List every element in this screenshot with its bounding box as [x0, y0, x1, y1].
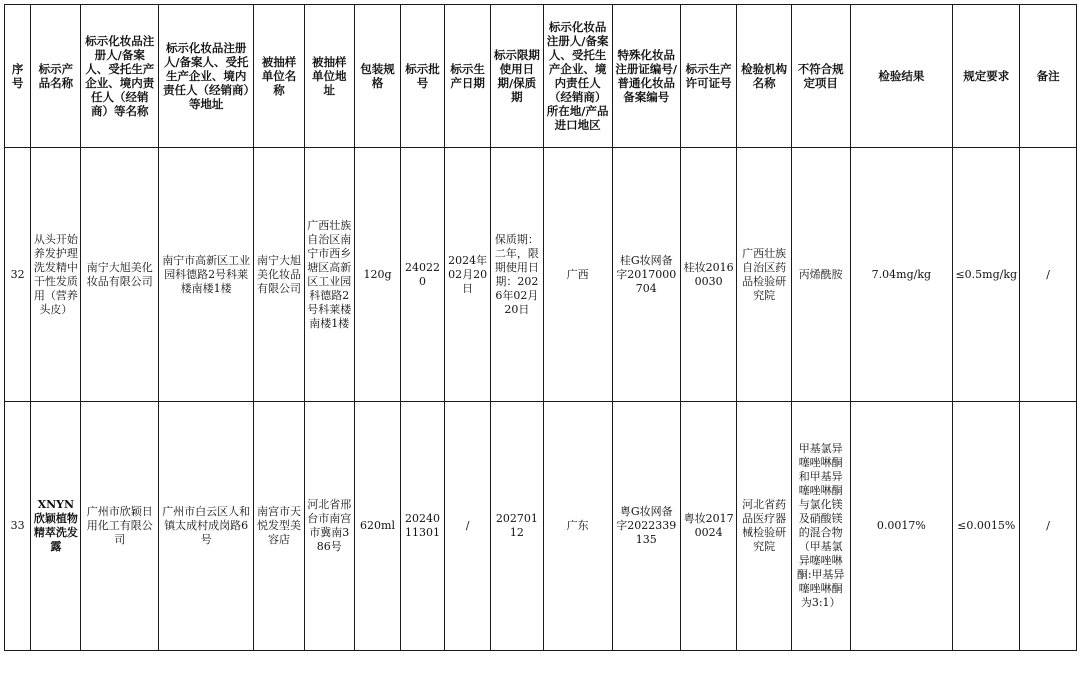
cell-license: 桂妆20160030 [680, 148, 737, 402]
cell-sampled-address: 广西壮族自治区南宁市西乡塘区高新区工业园科德路2号科莱楼南楼1楼 [304, 148, 354, 402]
header-company-address: 标示化妆品注册人/备案人、受托生产企业、境内责任人（经销商）等地址 [159, 5, 254, 148]
header-company-name: 标示化妆品注册人/备案人、受托生产企业、境内责任人（经销商）等名称 [81, 5, 159, 148]
header-prod-date: 标示生产日期 [445, 5, 491, 148]
cell-batch: 2024011301 [401, 402, 445, 651]
header-sampled-address: 被抽样单位地址 [304, 5, 354, 148]
cell-no: 32 [5, 148, 31, 402]
header-reg-no: 特殊化妆品注册证编号/普通化妆品备案编号 [612, 5, 680, 148]
inspection-table-sheet [4, 4, 1077, 651]
header-row [5, 5, 1077, 148]
header-license: 标示生产许可证号 [680, 5, 737, 148]
header-sampled-unit: 被抽样单位名称 [254, 5, 304, 148]
header-requirement: 规定要求 [953, 5, 1020, 148]
cell-lab: 广西壮族自治区药品检验研究院 [737, 148, 791, 402]
header-product-name: 标示产品名称 [31, 5, 81, 148]
cell-region: 广西 [543, 148, 612, 402]
cell-license: 粤妆20170024 [680, 402, 737, 651]
cell-prod-date: / [445, 402, 491, 651]
table-row [5, 148, 1077, 402]
header-batch: 标示批号 [401, 5, 445, 148]
cell-spec: 120g [354, 148, 400, 402]
cell-expiry: 20270112 [491, 402, 543, 651]
cell-prod-date: 2024年02月20日 [445, 148, 491, 402]
header-item: 不符合规定项目 [791, 5, 850, 148]
cell-spec: 620ml [354, 402, 400, 651]
header-spec: 包装规格 [354, 5, 400, 148]
cell-result: 0.0017% [850, 402, 953, 651]
cell-company: 南宁大旭美化妆品有限公司 [81, 148, 159, 402]
header-no: 序号 [5, 5, 31, 148]
cell-reg-no: 桂G妆网备字2017000704 [612, 148, 680, 402]
cell-no: 33 [5, 402, 31, 651]
cell-sampled-address: 河北省邢台市南宫市冀南386号 [304, 402, 354, 651]
cell-result: 7.04mg/kg [850, 148, 953, 402]
cell-company-address: 南宁市高新区工业园科德路2号科莱楼南楼1楼 [159, 148, 254, 402]
cell-sampled-unit: 南宫市天悦发型美容店 [254, 402, 304, 651]
cell-region: 广东 [543, 402, 612, 651]
header-expiry: 标示限期使用日期/保质期 [491, 5, 543, 148]
cell-remark: / [1020, 148, 1077, 402]
table-row [5, 402, 1077, 651]
header-result: 检验结果 [850, 5, 953, 148]
header-lab: 检验机构名称 [737, 5, 791, 148]
cell-item: 甲基氯异噻唑啉酮和甲基异噻唑啉酮与氯化镁及硝酸镁的混合物（甲基氯异噻唑啉酮:甲基异噻唑啉酮为3:1） [791, 402, 850, 651]
cell-company-address: 广州市白云区人和镇太成村成岗路6号 [159, 402, 254, 651]
cell-remark: / [1020, 402, 1077, 651]
cell-item: 丙烯酰胺 [791, 148, 850, 402]
cell-company: 广州市欣颖日用化工有限公司 [81, 402, 159, 651]
cell-product: XNYN欣颖植物精萃洗发露 [31, 402, 81, 651]
cell-reg-no: 粤G妆网备字2022339135 [612, 402, 680, 651]
cell-requirement: ≤0.0015% [953, 402, 1020, 651]
header-remark: 备注 [1020, 5, 1077, 148]
cell-sampled-unit: 南宁大旭美化妆品有限公司 [254, 148, 304, 402]
cell-requirement: ≤0.5mg/kg [953, 148, 1020, 402]
cell-batch: 240220 [401, 148, 445, 402]
cell-product: 从头开始养发护理洗发精中干性发质用（营养头皮） [31, 148, 81, 402]
inspection-results-table [4, 4, 1077, 651]
header-region: 标示化妆品注册人/备案人、受托生产企业、境内责任人（经销商）所在地/产品进口地区 [543, 5, 612, 148]
cell-lab: 河北省药品医疗器械检验研究院 [737, 402, 791, 651]
cell-expiry: 保质期：二年，限期使用日期：2026年02月20日 [491, 148, 543, 402]
